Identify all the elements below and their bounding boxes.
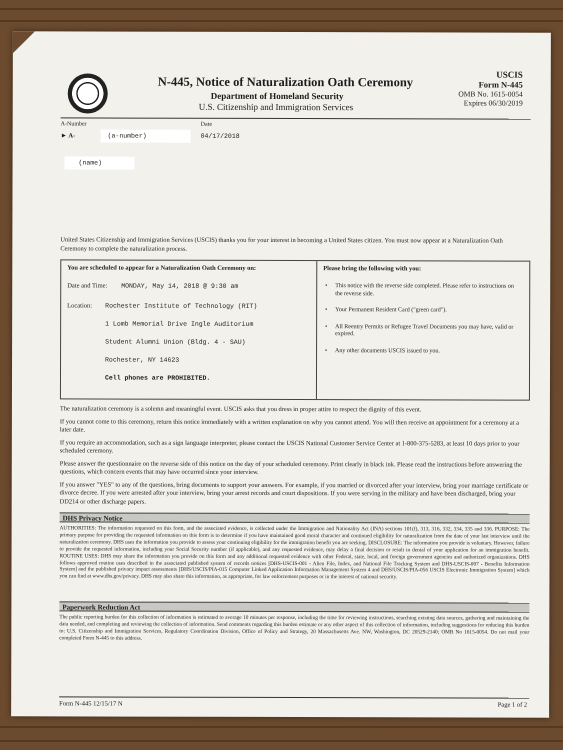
a-number-label: A-Number — [60, 121, 87, 128]
privacy-heading: DHS Privacy Notice — [60, 512, 530, 523]
paragraph-accommodation: If you require an accommodation, such as a sign language interpreter, please contact the USCIS National Customer Service Center at 1-800-375-5283, at least 10 days prior to your scheduled ceremony. — [59, 439, 520, 455]
date-label: Date — [200, 121, 212, 128]
intro-text: United States Citizenship and Immigration Services (USCIS) thanks you for your interest in becoming a United States citizen. You must now appear at a Naturalization Oath Ceremony to complete the naturalization process. — [60, 236, 503, 253]
location-label: Location: — [67, 302, 93, 310]
ceremony-heading: You are scheduled to appear for a Naturalization Oath Ceremony on: — [67, 264, 257, 272]
paragraph-yes-answers: If you answer "YES" to any of the questions, bring documents to support your answers. For example, if you married or divorced after your interview, bring your marriage certificate or divorce decree. If you were arrested after your interview, bring your arrest records and court dispositions. If you were serving in the military and have been discharged, bring your DD214 or other discharge papers. — [59, 481, 529, 506]
location-line: Student Alumni Union (Bldg. 4 - SAU) — [105, 338, 246, 346]
location-line: Cell phones are PROHIBITED. — [104, 374, 211, 382]
agency-name: U.S. Citizenship and Immigration Services — [198, 101, 354, 113]
date-time-label: Date and Time: — [67, 282, 108, 290]
location-line: Rochester, NY 14623 — [105, 356, 180, 364]
paragraph-cannot-attend: If you cannot come to this ceremony, return this notice immediately with a written explanation on why you cannot attend. You will then receive an appointment for a ceremony at a later date. — [59, 418, 519, 434]
form-number: Form N-445 — [478, 79, 523, 90]
bring-item: • Your Permanent Resident Card ("green card"). — [325, 307, 520, 315]
location-line: Rochester Institute of Technology (RIT) — [105, 302, 258, 310]
bring-heading: Please bring the following with you: — [323, 265, 422, 273]
box-divider — [316, 261, 317, 399]
paperwork-text: The public reporting burden for this collection of information is estimated to average 10 minutes per response, including the time for reviewing instructions, searching existing data sources, gathering and maintaining the data needed, and completing and reviewing the collection of information. Send comments regarding this burden estimate or any other aspect of this collection of information, including suggestions for reducing this burden to: U.S. Citizenship and Immigration Services, Regulatory Coordination Division, Office of Policy and Strategy, 20 Massachusetts Ave. NW, Washington, DC 20529-2140; OMB No 1615-0054. Do not mail your completed Form N-445 to this address. — [59, 614, 530, 642]
notice-document — [11, 31, 551, 717]
expiration-date: Expires 06/30/2019 — [463, 98, 523, 108]
bring-item: • This notice with the reverse side completed. Please refer to instructions on the reverse side. — [325, 283, 520, 299]
footer-page-number: Page 1 of 2 — [497, 701, 528, 709]
paperwork-heading: Paperwork Reduction Act — [59, 601, 529, 612]
paragraph-attire: The naturalization ceremony is a solemn and meaningful event. USCIS asks that you dress in proper attire to respect the dignity of this event. — [59, 405, 422, 414]
date-time-value: MONDAY, May 14, 2018 @ 9:30 am — [121, 282, 239, 290]
dhs-seal-icon — [68, 73, 108, 113]
paragraph-questionnaire: Please answer the questionnaire on the reverse side of this notice on the day of your scheduled ceremony. Print clearly in black ink. Please read the instructions before answering the questions, which concern events that may have occurred since your interview. — [59, 460, 523, 477]
footer-rule — [59, 696, 529, 698]
omb-number: OMB No. 1615-0054 — [458, 89, 523, 99]
folded-corner — [13, 31, 35, 53]
footer-form-id: Form N-445 12/15/17 N — [59, 700, 123, 708]
department-name: Department of Homeland Security — [210, 90, 344, 102]
bring-item: • All Reentry Permits or Refugee Travel Documents you may have, valid or expired. — [325, 324, 520, 340]
privacy-text: AUTHORITIES: The information requested on this form, and the associated evidence, is collected under the Immigration and Nationality Act (INA) sections 101(f), 313, 316, 332, 334, 335 and 336. PURPOSE: The primary purpose for providing the requested information on this form is to determine if you have maintained good moral character and continued eligibility for naturalization from the date of your last interview until the naturalization ceremony. DHS uses the information you provide to assess your continuing eligibility for the immigration benefit you are seeking. DISCLOSURE: The information you provide is voluntary. However, failure to provide the requested information, including your Social Security number (if applicable), and any requested evidence, may delay a final decision or result in denial of your application for an immigration benefit. ROUTINE USES: DHS may share the information you provide on this form and any additional requested evidence with other Federal, state, local, and foreign government agencies and authorized organizations. DHS follows approved routine uses described in the associated published system of records notices [DHS-USCIS-001 - Alien File, Index, and National File Tracking System and DHS-USCIS-007 - Benefits Information System] and the published privacy impact assessments [DHS/USCIS/PIA-015 Computer Linked Application Information Management System 4 and DHS/USCIS/PIA-056 USCIS Electronic Immigration System] which you can find at www.dhs.gov/privacy. DHS may also share this information, as appropriate, for law enforcement purposes or in the interest of national security. — [59, 525, 530, 581]
bring-item: • Any other documents USCIS issued to you. — [325, 348, 520, 356]
a-number-value: (a-number) — [107, 132, 147, 140]
a-number-prefix: ► A- — [60, 132, 76, 140]
location-line: 1 Lomb Memorial Drive Ingle Auditorium — [105, 320, 254, 328]
header-rule — [61, 117, 531, 119]
bring-list — [325, 283, 520, 365]
ceremony-details-box — [60, 259, 530, 400]
form-agency: USCIS — [496, 69, 523, 80]
form-title: N-445, Notice of Naturalization Oath Ceremony — [157, 74, 414, 90]
recipient-name: (name) — [78, 159, 102, 167]
date-value: 04/17/2018 — [200, 132, 240, 140]
